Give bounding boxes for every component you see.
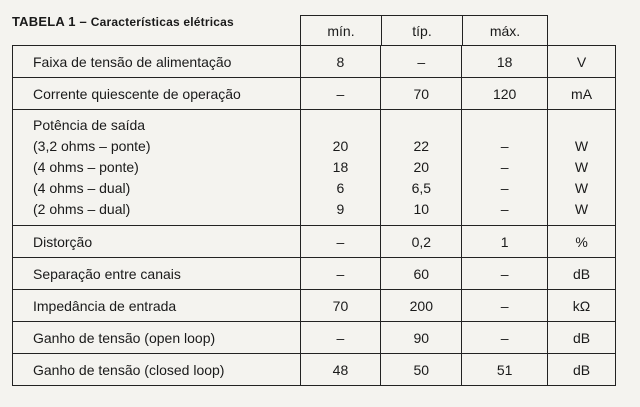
table-row xyxy=(13,46,616,78)
column-header-typ xyxy=(381,15,463,45)
row-label: Potência de saída xyxy=(33,117,146,133)
cell-unit: V xyxy=(548,46,616,78)
cell-max: 1 xyxy=(462,226,548,258)
cell-min: – xyxy=(300,226,381,258)
row-label: Faixa de tensão de alimentação xyxy=(13,46,301,78)
cell-unit: mA xyxy=(548,78,616,110)
cell-min-group xyxy=(300,110,381,226)
sub-row-label: (4 ohms – dual) xyxy=(33,180,131,196)
cell-unit-group xyxy=(548,110,616,226)
cell-unit: W xyxy=(574,159,589,175)
cell-unit: dB xyxy=(548,354,616,386)
table-title-prefix: TABELA 1 – xyxy=(12,14,87,29)
row-label: Corrente quiescente de operação xyxy=(13,78,301,110)
column-header-max xyxy=(462,15,548,45)
cell-unit: W xyxy=(574,180,589,196)
cell-typ-group xyxy=(381,110,462,226)
table-row xyxy=(13,258,616,290)
cell-min: 9 xyxy=(336,201,345,217)
cell-unit: % xyxy=(548,226,616,258)
cell-max: 51 xyxy=(462,354,548,386)
column-header-min xyxy=(300,15,382,45)
row-label-group xyxy=(13,110,301,226)
row-label: Separação entre canais xyxy=(13,258,301,290)
table-row xyxy=(13,322,616,354)
row-label: Ganho de tensão (open loop) xyxy=(13,322,301,354)
table-title xyxy=(12,14,234,29)
cell-min: – xyxy=(300,78,381,110)
cell-min: – xyxy=(300,322,381,354)
cell-unit: dB xyxy=(548,258,616,290)
cell-min: – xyxy=(300,258,381,290)
cell-max: – xyxy=(500,201,509,217)
cell-max: – xyxy=(500,159,509,175)
table-row xyxy=(13,226,616,258)
cell-typ: 0,2 xyxy=(381,226,462,258)
cell-typ: 90 xyxy=(381,322,462,354)
cell-max-group xyxy=(462,110,548,226)
cell-max: 18 xyxy=(462,46,548,78)
cell-min: 20 xyxy=(332,138,349,154)
cell-min: 70 xyxy=(300,290,381,322)
row-label: Impedância de entrada xyxy=(13,290,301,322)
cell-min: 8 xyxy=(300,46,381,78)
cell-min: 48 xyxy=(300,354,381,386)
cell-typ: 70 xyxy=(381,78,462,110)
column-header-max-label: máx. xyxy=(489,22,521,39)
cell-typ: 10 xyxy=(413,201,430,217)
characteristics-table xyxy=(12,45,616,386)
sub-row-label: (4 ohms – ponte) xyxy=(33,159,139,175)
cell-typ: 6,5 xyxy=(411,180,432,196)
cell-max: – xyxy=(462,258,548,290)
cell-max: – xyxy=(462,290,548,322)
cell-min: 18 xyxy=(332,159,349,175)
sub-row-label: (2 ohms – dual) xyxy=(33,201,131,217)
cell-unit: W xyxy=(574,201,589,217)
cell-max: – xyxy=(500,180,509,196)
table-row xyxy=(13,78,616,110)
cell-unit: W xyxy=(574,138,589,154)
row-label: Distorção xyxy=(13,226,301,258)
cell-min: 6 xyxy=(336,180,345,196)
cell-typ: 200 xyxy=(381,290,462,322)
cell-typ: 50 xyxy=(381,354,462,386)
table-row xyxy=(13,110,616,226)
cell-typ: 60 xyxy=(381,258,462,290)
cell-typ: – xyxy=(381,46,462,78)
cell-typ: 20 xyxy=(413,159,430,175)
row-label: Ganho de tensão (closed loop) xyxy=(13,354,301,386)
table-title-subtitle: Características elétricas xyxy=(90,15,234,29)
table-row xyxy=(13,290,616,322)
sub-row-label: (3,2 ohms – ponte) xyxy=(33,138,151,154)
cell-typ: 22 xyxy=(413,138,430,154)
cell-max: 120 xyxy=(462,78,548,110)
cell-unit: kΩ xyxy=(548,290,616,322)
cell-max: – xyxy=(500,138,509,154)
cell-max: – xyxy=(462,322,548,354)
column-header-min-label: mín. xyxy=(327,22,355,39)
table-row xyxy=(13,354,616,386)
column-header-typ-label: típ. xyxy=(412,22,432,39)
cell-unit: dB xyxy=(548,322,616,354)
